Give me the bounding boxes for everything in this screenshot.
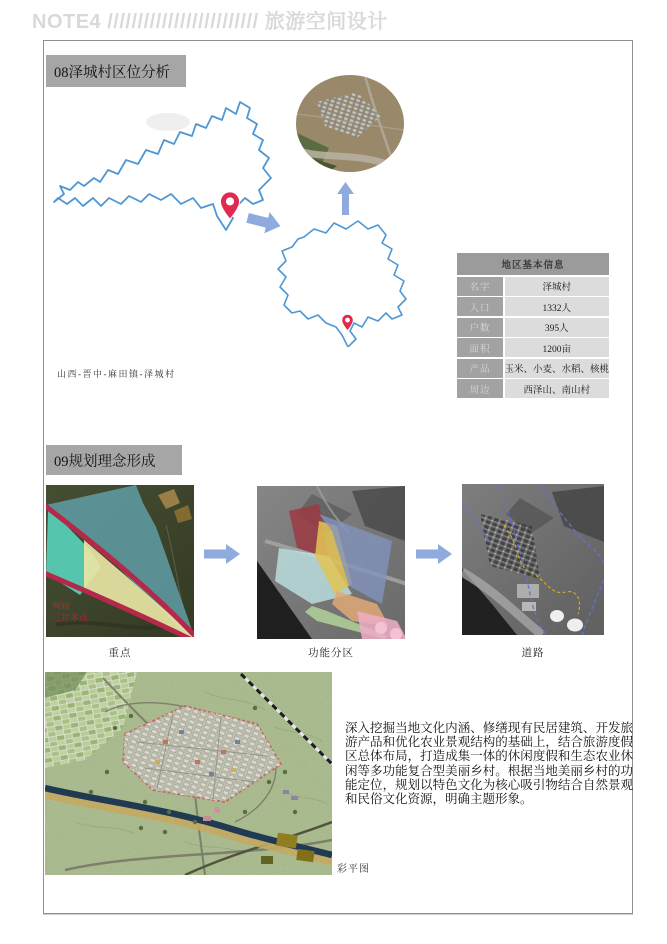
concept-image-highlights bbox=[46, 485, 194, 637]
concept-arrow-2-icon bbox=[416, 544, 452, 564]
tank-circle bbox=[550, 610, 564, 622]
info-row-label: 名字 bbox=[457, 277, 503, 296]
info-row-label: 人口 bbox=[457, 297, 503, 316]
info-table-header: 地区基本信息 bbox=[457, 253, 609, 275]
section-title-text: 08泽城村区位分析 bbox=[54, 64, 170, 81]
info-row-value: 395人 bbox=[505, 318, 610, 337]
info-row-value: 西泽山、南山村 bbox=[505, 379, 610, 398]
master-plan-image bbox=[45, 672, 332, 875]
tank-circle bbox=[567, 619, 583, 632]
page-header-title: NOTE4 ///////////////////////// 旅游空间设计 bbox=[32, 11, 388, 33]
section-title-text: 09规划理念形成 bbox=[54, 453, 156, 470]
county-outline-map bbox=[50, 90, 275, 235]
axes-annotation-line2: 三片多点 bbox=[52, 613, 89, 623]
concept-image-zoning bbox=[257, 486, 405, 639]
village-aerial-photo bbox=[295, 74, 405, 173]
master-plan-caption: 彩平图 bbox=[337, 864, 370, 875]
concept-caption-roads: 道路 bbox=[521, 648, 545, 659]
concept-image-roads bbox=[462, 484, 604, 635]
region-caption: 山西-晋中-麻田镇-泽城村 bbox=[57, 369, 176, 379]
info-row-value: 泽城村 bbox=[505, 277, 610, 296]
location-pin-icon bbox=[219, 191, 241, 220]
info-row-value: 1200亩 bbox=[505, 338, 610, 357]
aerial-photo-content bbox=[295, 74, 405, 173]
arrow-up-icon bbox=[337, 182, 354, 215]
map-smudge bbox=[146, 113, 190, 131]
info-row-label: 产品 bbox=[457, 359, 503, 378]
axes-annotation-line1: 两轴 bbox=[52, 601, 71, 611]
info-row-value: 玉米、小麦、水稻、核桃 bbox=[505, 359, 610, 378]
concept-caption-zoning: 功能分区 bbox=[308, 648, 354, 659]
section-title-location-analysis bbox=[46, 55, 186, 87]
info-row-label: 面积 bbox=[457, 338, 503, 357]
info-row-label: 户数 bbox=[457, 318, 503, 337]
section-title-planning-concept bbox=[46, 445, 182, 475]
description-paragraph: 深入挖掘当地文化内涵、修缮现有民居建筑、开发旅游产品和优化农业景观结构的基础上，结合旅游度假区总体布局，打造成集一体的休闲度假和生态农业休闲等多功能复合型美丽乡村。根据当地美丽乡村的功能定位，规划以特色文化为核心吸引物结合自然景观和民俗文化资源，明确主题形象。 bbox=[345, 721, 633, 807]
concept-arrow-1-icon bbox=[204, 544, 240, 564]
building-block bbox=[522, 602, 536, 611]
info-row-label: 周边 bbox=[457, 379, 503, 398]
info-row-value: 1332人 bbox=[505, 297, 610, 316]
town-outline-map bbox=[270, 215, 408, 347]
pink-circle bbox=[375, 622, 387, 634]
region-info-table bbox=[457, 253, 609, 398]
location-pin-small-icon bbox=[341, 314, 354, 331]
concept-caption-highlights: 重点 bbox=[108, 648, 132, 659]
